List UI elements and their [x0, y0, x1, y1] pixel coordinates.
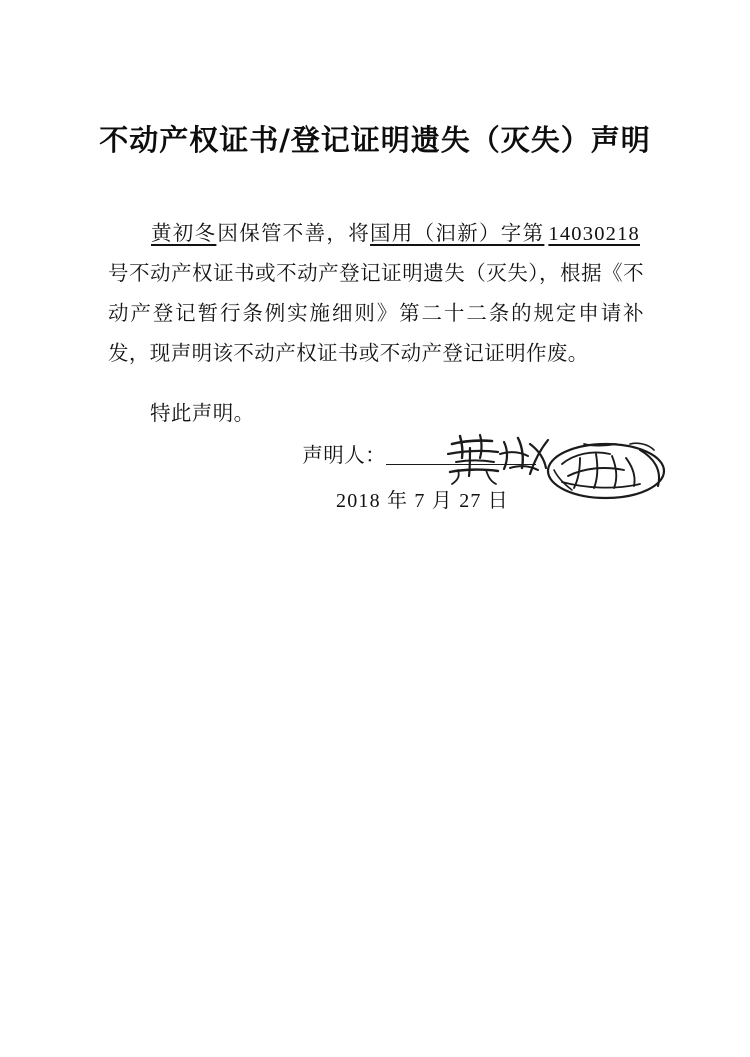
signature-line: [302, 438, 536, 468]
declaration-paragraph: [108, 214, 644, 374]
page-title: 不动产权证书/登记证明遗失（灭失）声明: [99, 123, 651, 157]
signature-date: 2018 年 7 月 27 日: [336, 490, 509, 512]
declarant-name-field: 黄初冬: [151, 222, 217, 245]
closing-paragraph: 特此声明。: [150, 403, 255, 425]
declaration-segment-a: 因保管不善，将: [217, 222, 370, 245]
signature-rule: [386, 444, 536, 465]
signature-block: [108, 438, 644, 558]
certificate-type-field: 国用（汩新）字第: [370, 222, 545, 245]
signature-label: 声明人：: [302, 445, 386, 467]
certificate-number-field: 14030218: [548, 222, 640, 245]
document-body: [108, 193, 644, 455]
declaration-segment-b: 号不动产权证书或不动产登记证明遗失（灭失），根据《不动产登记暂行条例实施细则》第二十二条的规定申请补发，现声明该不动产权证书或不动产登记证明作废。: [108, 262, 644, 365]
